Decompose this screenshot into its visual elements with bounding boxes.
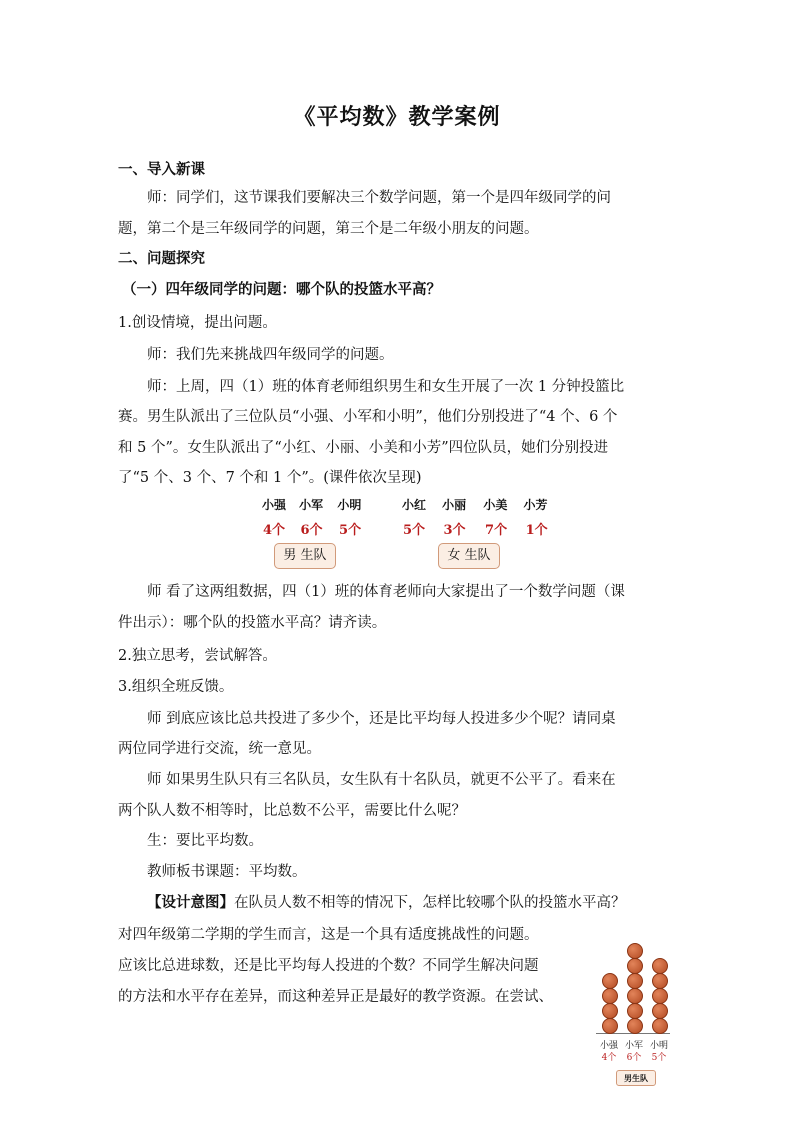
player-count: 5个 <box>651 1053 667 1063</box>
paragraph: 的方法和水平存在差异，而这种差异正是最好的教学资源。在尝试、 <box>118 989 553 1005</box>
paragraph: 和 5 个”。女生队派出了“小红、小丽、小美和小芳”四位队员，她们分别投进 <box>118 440 609 456</box>
paragraph: 教师板书课题：平均数。 <box>147 864 307 880</box>
boys-team-data <box>258 496 367 538</box>
player-count: 1个 <box>525 523 548 538</box>
player-name: 小丽 <box>442 498 467 512</box>
paragraph: 师 看了这两组数据，四（1）班的体育老师向大家提出了一个数学问题（课 <box>147 584 625 600</box>
basketball-icon <box>652 958 668 974</box>
paragraph: 生：要比平均数。 <box>147 833 263 849</box>
paragraph: 师 如果男生队只有三名队员，女生队有十名队员，就更不公平了。看来在 <box>147 772 616 788</box>
paragraph: 师：上周，四（1）班的体育老师组织男生和女生开展了一次 1 分钟投篮比 <box>147 379 625 395</box>
player-name: 小强 <box>599 1041 618 1051</box>
basketball-icon <box>602 1003 618 1019</box>
design-intent-text: 在队员人数不相等的情况下，怎样比较哪个队的投篮水平高？ <box>234 895 626 911</box>
basketball-icon <box>602 988 618 1004</box>
design-intent-label: 【设计意图】 <box>147 894 234 911</box>
player-name: 小军 <box>299 498 324 512</box>
paragraph: 件出示）：哪个队的投篮水平高？请齐读。 <box>118 615 387 631</box>
player-name: 小军 <box>624 1041 643 1051</box>
paragraph: 两个队人数不相等时，比总数不公平，需要比什么呢？ <box>118 803 466 819</box>
paragraph: 了“5 个、3 个、7 个和 1 个”。(课件依次呈现) <box>118 470 422 486</box>
step-heading: 3.组织全班反馈。 <box>118 679 234 695</box>
basketball-icon <box>627 1003 643 1019</box>
player-name: 小明 <box>649 1041 668 1051</box>
paragraph: 师：我们先来挑战四年级同学的问题。 <box>147 347 394 363</box>
step-heading: 2.独立思考，尝试解答。 <box>118 648 277 664</box>
player-name: 小明 <box>337 498 362 512</box>
player-count: 3个 <box>443 523 466 538</box>
player-name: 小芳 <box>523 498 548 512</box>
player-count: 4个 <box>601 1053 617 1063</box>
boys-team-button[interactable]: 男 生队 <box>274 543 336 569</box>
player-name: 小强 <box>261 498 286 512</box>
paragraph: 师 到底应该比总共投进了多少个，还是比平均每人投进多少个呢？请同桌 <box>147 711 616 727</box>
basketball-icon <box>627 943 643 959</box>
boys-team-label: 男生队 <box>616 1070 656 1086</box>
basketball-icon <box>652 973 668 989</box>
paragraph: 赛。男生队派出了三位队员“小强、小军和小明”，他们分别投进了“4 个、6 个 <box>118 409 618 425</box>
section-2-heading: 二、问题探究 <box>118 250 205 267</box>
basketball-figure <box>594 938 674 1088</box>
paragraph: 对四年级第二学期的学生而言，这是一个具有适度挑战性的问题。 <box>118 927 539 943</box>
player-name: 小美 <box>483 498 508 512</box>
design-intent <box>147 891 717 912</box>
subsection-heading: （一）四年级同学的问题：哪个队的投篮水平高？ <box>122 281 441 298</box>
paragraph: 师：同学们，这节课我们要解决三个数学问题，第一个是四年级同学的问 <box>147 190 611 206</box>
basketball-icon <box>627 973 643 989</box>
player-count: 6个 <box>626 1053 642 1063</box>
player-count: 7个 <box>485 523 508 538</box>
girls-team-button[interactable]: 女 生队 <box>438 543 500 569</box>
basketball-icon <box>652 1018 668 1034</box>
basketball-icon <box>627 958 643 974</box>
basketball-icon <box>602 1018 618 1034</box>
paragraph: 题，第二个是三年级同学的问题，第三个是二年级小朋友的问题。 <box>118 221 539 237</box>
player-name: 小红 <box>401 498 426 512</box>
player-count: 6个 <box>300 523 323 538</box>
player-count: 5个 <box>402 523 426 538</box>
basketball-icon <box>627 1018 643 1034</box>
paragraph: 应该比总进球数，还是比平均每人投进的个数？不同学生解决问题 <box>118 958 539 974</box>
basketball-icon <box>627 988 643 1004</box>
document-title: 《平均数》教学案例 <box>293 104 501 130</box>
girls-team-data <box>397 496 555 538</box>
basketball-icon <box>652 988 668 1004</box>
section-1-heading: 一、导入新课 <box>118 161 205 178</box>
step-heading: 1.创设情境，提出问题。 <box>118 315 277 331</box>
player-count: 4个 <box>262 523 286 538</box>
player-count: 5个 <box>339 523 362 538</box>
paragraph: 两位同学进行交流，统一意见。 <box>118 741 321 757</box>
basketball-icon <box>602 973 618 989</box>
basketball-icon <box>652 1003 668 1019</box>
